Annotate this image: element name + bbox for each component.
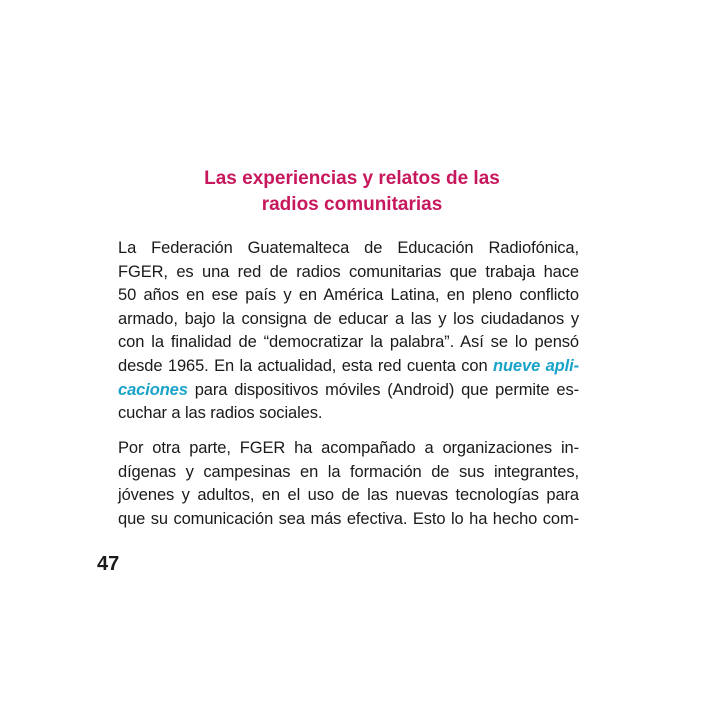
- paragraph-2-line-4: que su comunicación sea más efectiva. Esto lo ha hecho com-: [118, 509, 579, 528]
- nueve-aplicaciones-link-part-2[interactable]: caciones: [118, 380, 188, 399]
- paragraph-1-line-7-text: para dispositivos móviles (Android) que permite es-: [187, 380, 579, 399]
- paragraph-1-line-7: [118, 379, 579, 403]
- paragraph-1-line-4: armado, bajo la consigna de educar a las y los ciudadanos y: [118, 309, 579, 328]
- section-title-line-1: Las experiencias y relatos de las: [204, 168, 500, 189]
- paragraph-1-line-2: FGER, es una red de radios comunitarias que trabaja hace: [118, 262, 579, 281]
- paragraph-1-line-8: cuchar a las radios sociales.: [118, 404, 323, 423]
- paragraph-1-line-5: con la finalidad de “democratizar la palabra”. Así se lo pensó: [118, 333, 579, 352]
- section-title-line-2: radios comunitarias: [261, 194, 443, 215]
- paragraph-2-line-2: dígenas y campesinas en la formación de sus integrantes,: [118, 462, 579, 481]
- nueve-aplicaciones-link-part-1[interactable]: nueve apli-: [492, 356, 579, 375]
- paragraph-1-line-1: La Federación Guatemalteca de Educación Radiofónica,: [118, 239, 579, 257]
- paragraph-1-line-6: [118, 355, 579, 379]
- paragraph-1-line-3: 50 años en ese país y en América Latina, en pleno conflicto: [118, 286, 579, 305]
- section-title: [0, 166, 704, 218]
- paragraph-2: [118, 437, 579, 531]
- page-number: 47: [97, 553, 120, 575]
- paragraph-2-line-1: Por otra parte, FGER ha acompañado a organizaciones in-: [118, 439, 579, 457]
- paragraph-1: [118, 237, 579, 426]
- paragraph-2-line-3: jóvenes y adultos, en el uso de las nuevas tecnologías para: [118, 486, 579, 505]
- paragraph-1-line-6-text: desde 1965. En la actualidad, esta red cuenta con: [118, 356, 493, 375]
